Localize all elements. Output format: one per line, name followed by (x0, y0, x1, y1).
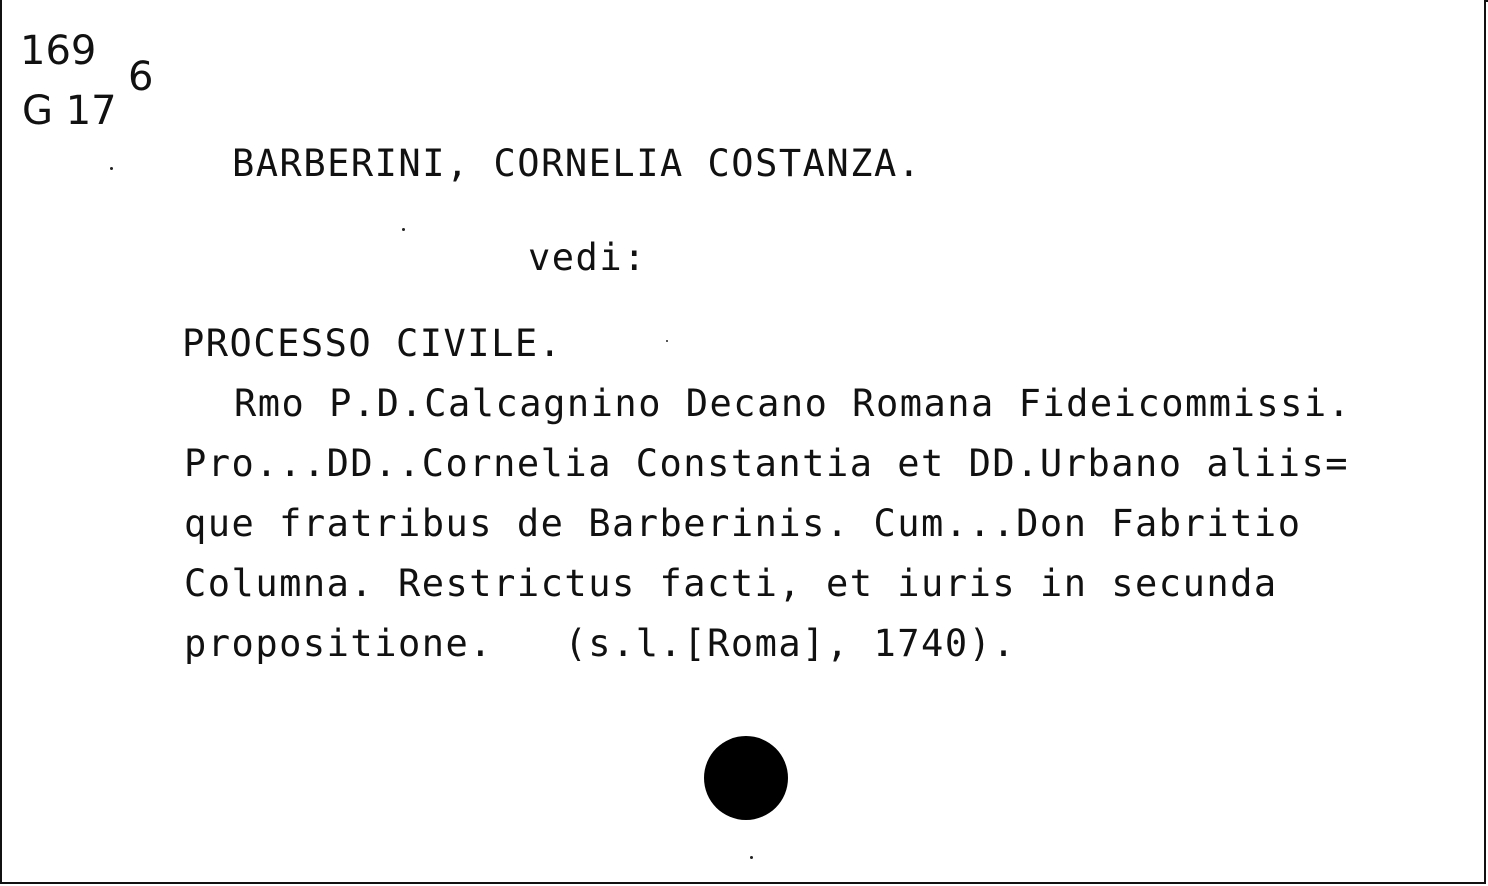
card-punch-hole (704, 736, 788, 820)
body-line-2: Pro...DD..Cornelia Constantia et DD.Urbano aliis= (184, 442, 1350, 485)
call-number-superscript: 6 (128, 54, 154, 100)
heading-name: BARBERINI, CORNELIA COSTANZA. (232, 142, 922, 185)
body-line-1: Rmo P.D.Calcagnino Decano Romana Fideicommissi. (234, 382, 1352, 425)
body-line-3: que fratribus de Barberinis. Cum...Don Fabritio (184, 502, 1302, 545)
body-line-5: propositione. (s.l.[Roma], 1740). (184, 622, 1017, 665)
call-number-line1: 169 (20, 28, 97, 74)
body-line-4: Columna. Restrictus facti, et iuris in secunda (184, 562, 1278, 605)
call-number-line2: G 17 (22, 88, 117, 134)
ink-speck (110, 167, 113, 170)
ink-speck (750, 856, 753, 859)
entry-title: PROCESSO CIVILE. (182, 322, 563, 365)
see-reference-label: vedi: (528, 236, 647, 279)
ink-speck (666, 340, 668, 342)
ink-speck (402, 228, 405, 231)
